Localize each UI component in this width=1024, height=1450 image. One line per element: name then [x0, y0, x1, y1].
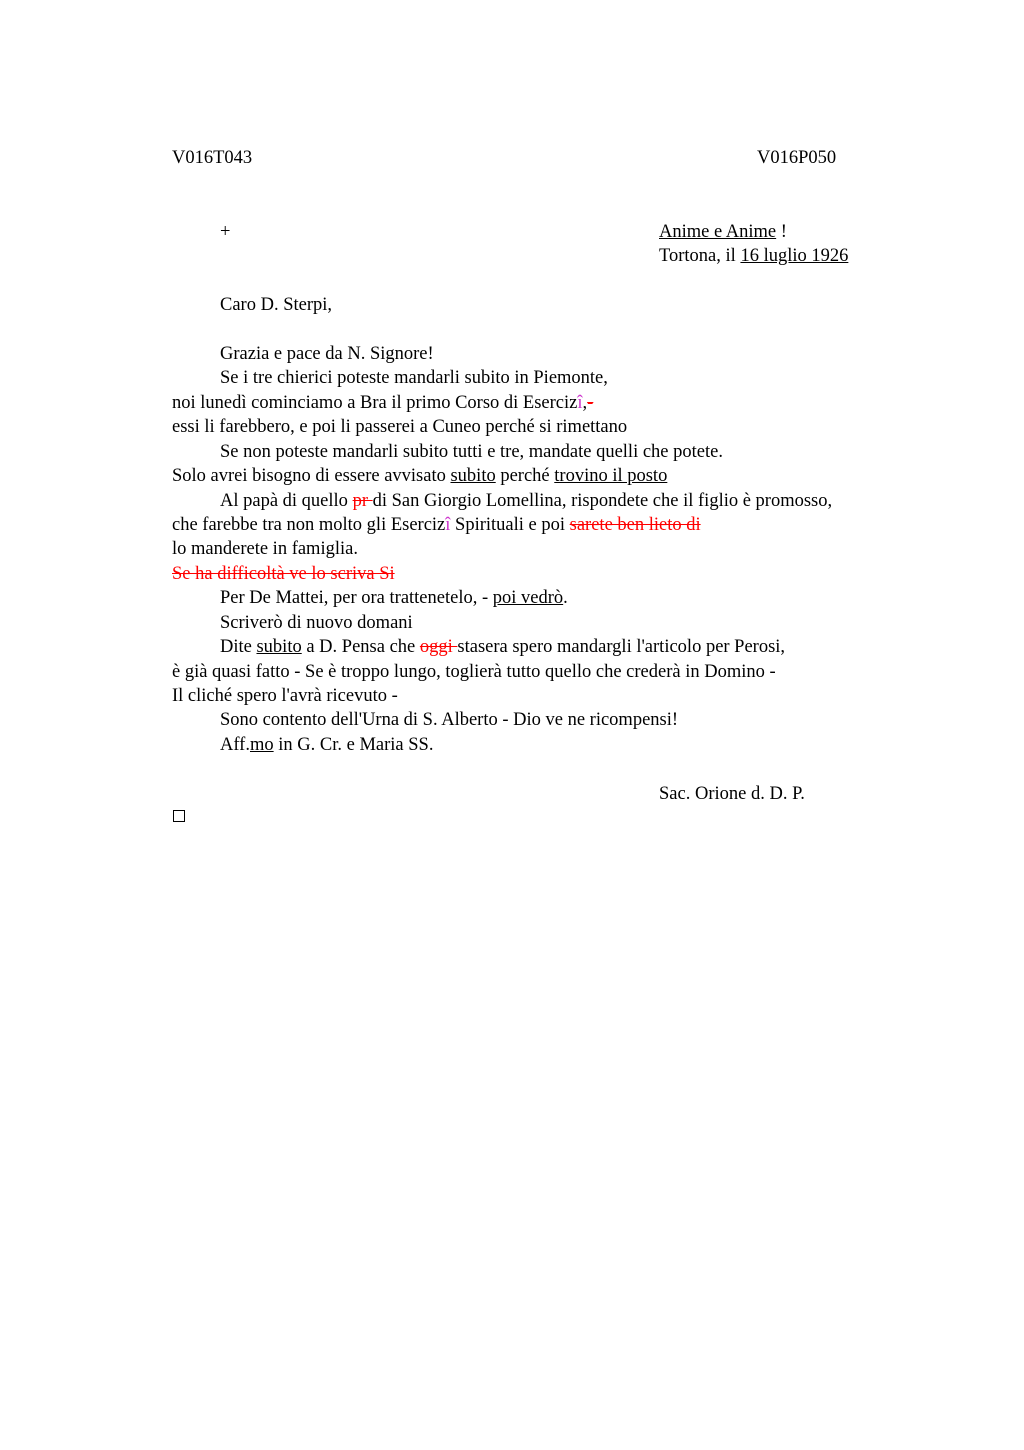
- body-text: Aff.: [220, 735, 250, 755]
- underlined-text: poi vedrò: [492, 588, 564, 608]
- place-text: Tortona, il: [659, 246, 741, 266]
- body-line-11: Scriverò di nuovo domani: [220, 613, 413, 633]
- deleted-text: pr: [352, 491, 373, 511]
- body-text: Solo avrei bisogno di essere avvisato: [172, 466, 451, 486]
- body-line-6: [220, 489, 832, 513]
- body-text: in G. Cr. e Maria SS.: [273, 735, 434, 755]
- underlined-text: subito: [450, 466, 496, 486]
- document-code-right: V016P050: [757, 148, 837, 168]
- body-line-13: è già quasi fatto - Se è troppo lungo, toglierà tutto quello che crederà in Domino -: [172, 662, 776, 682]
- body-text: Al papà di quello: [220, 491, 353, 511]
- body-line-15: Sono contento dell'Urna di S. Alberto - Dio ve ne ricompensi!: [220, 710, 679, 730]
- motto-suffix: !: [776, 222, 787, 242]
- body-line-3: essi li farebbero, e poi li passerei a Cuneo perché si rimettano: [172, 417, 628, 437]
- underlined-text: mo: [249, 735, 274, 755]
- body-line-10: [220, 586, 568, 610]
- body-line-8: lo manderete in famiglia.: [172, 539, 358, 559]
- body-text: Per De Mattei, per ora trattenetelo, -: [220, 588, 493, 608]
- underlined-text: trovino il posto: [554, 466, 668, 486]
- closing-line: [220, 733, 433, 757]
- body-line-14: Il cliché spero l'avrà ricevuto -: [172, 686, 398, 706]
- body-line-2: [172, 391, 593, 415]
- underlined-text: subito: [256, 637, 302, 657]
- deleted-text: oggi: [419, 637, 458, 657]
- signature: Sac. Orione d. D. P.: [659, 784, 805, 804]
- motto-text: Anime e Anime: [659, 222, 777, 242]
- body-line-12: [220, 635, 785, 659]
- salutation: Caro D. Sterpi,: [220, 295, 333, 315]
- body-line-5: [172, 464, 667, 488]
- body-text: noi lunedì cominciamo a Bra il primo Corso di Eserciz: [172, 393, 578, 413]
- cross-mark: +: [220, 222, 231, 242]
- inserted-accent: î: [577, 393, 583, 413]
- body-text: che farebbe tra non molto gli Eserciz: [172, 515, 446, 535]
- deleted-text: -: [587, 393, 594, 413]
- body-line-4: Se non poteste mandarli subito tutti e tre, mandate quelli che potete.: [220, 442, 723, 462]
- body-text: Dite: [220, 637, 257, 657]
- motto: [659, 220, 787, 244]
- body-text: Spirituali e poi: [450, 515, 570, 535]
- inserted-accent: î: [445, 515, 451, 535]
- body-line-7: [172, 513, 701, 537]
- deleted-text: sarete ben lieto di: [569, 515, 701, 535]
- document-code-left: V016T043: [172, 148, 253, 168]
- body-text: a D. Pensa che: [301, 637, 420, 657]
- body-text: perché: [495, 466, 555, 486]
- date-text: 16 luglio 1926: [740, 246, 849, 266]
- place-date: [659, 244, 848, 268]
- end-square-marker: [173, 810, 185, 822]
- body-line-1: Se i tre chierici poteste mandarli subito in Piemonte,: [220, 368, 608, 388]
- greeting: Grazia e pace da N. Signore!: [220, 344, 434, 364]
- body-text: di San Giorgio Lomellina, rispondete che il figlio è promosso,: [372, 491, 833, 511]
- body-text: stasera spero mandargli l'articolo per Perosi,: [457, 637, 786, 657]
- deleted-line: Se ha difficoltà ve lo scriva Si: [172, 564, 395, 584]
- body-text: ,: [582, 393, 588, 413]
- body-text: .: [563, 588, 568, 608]
